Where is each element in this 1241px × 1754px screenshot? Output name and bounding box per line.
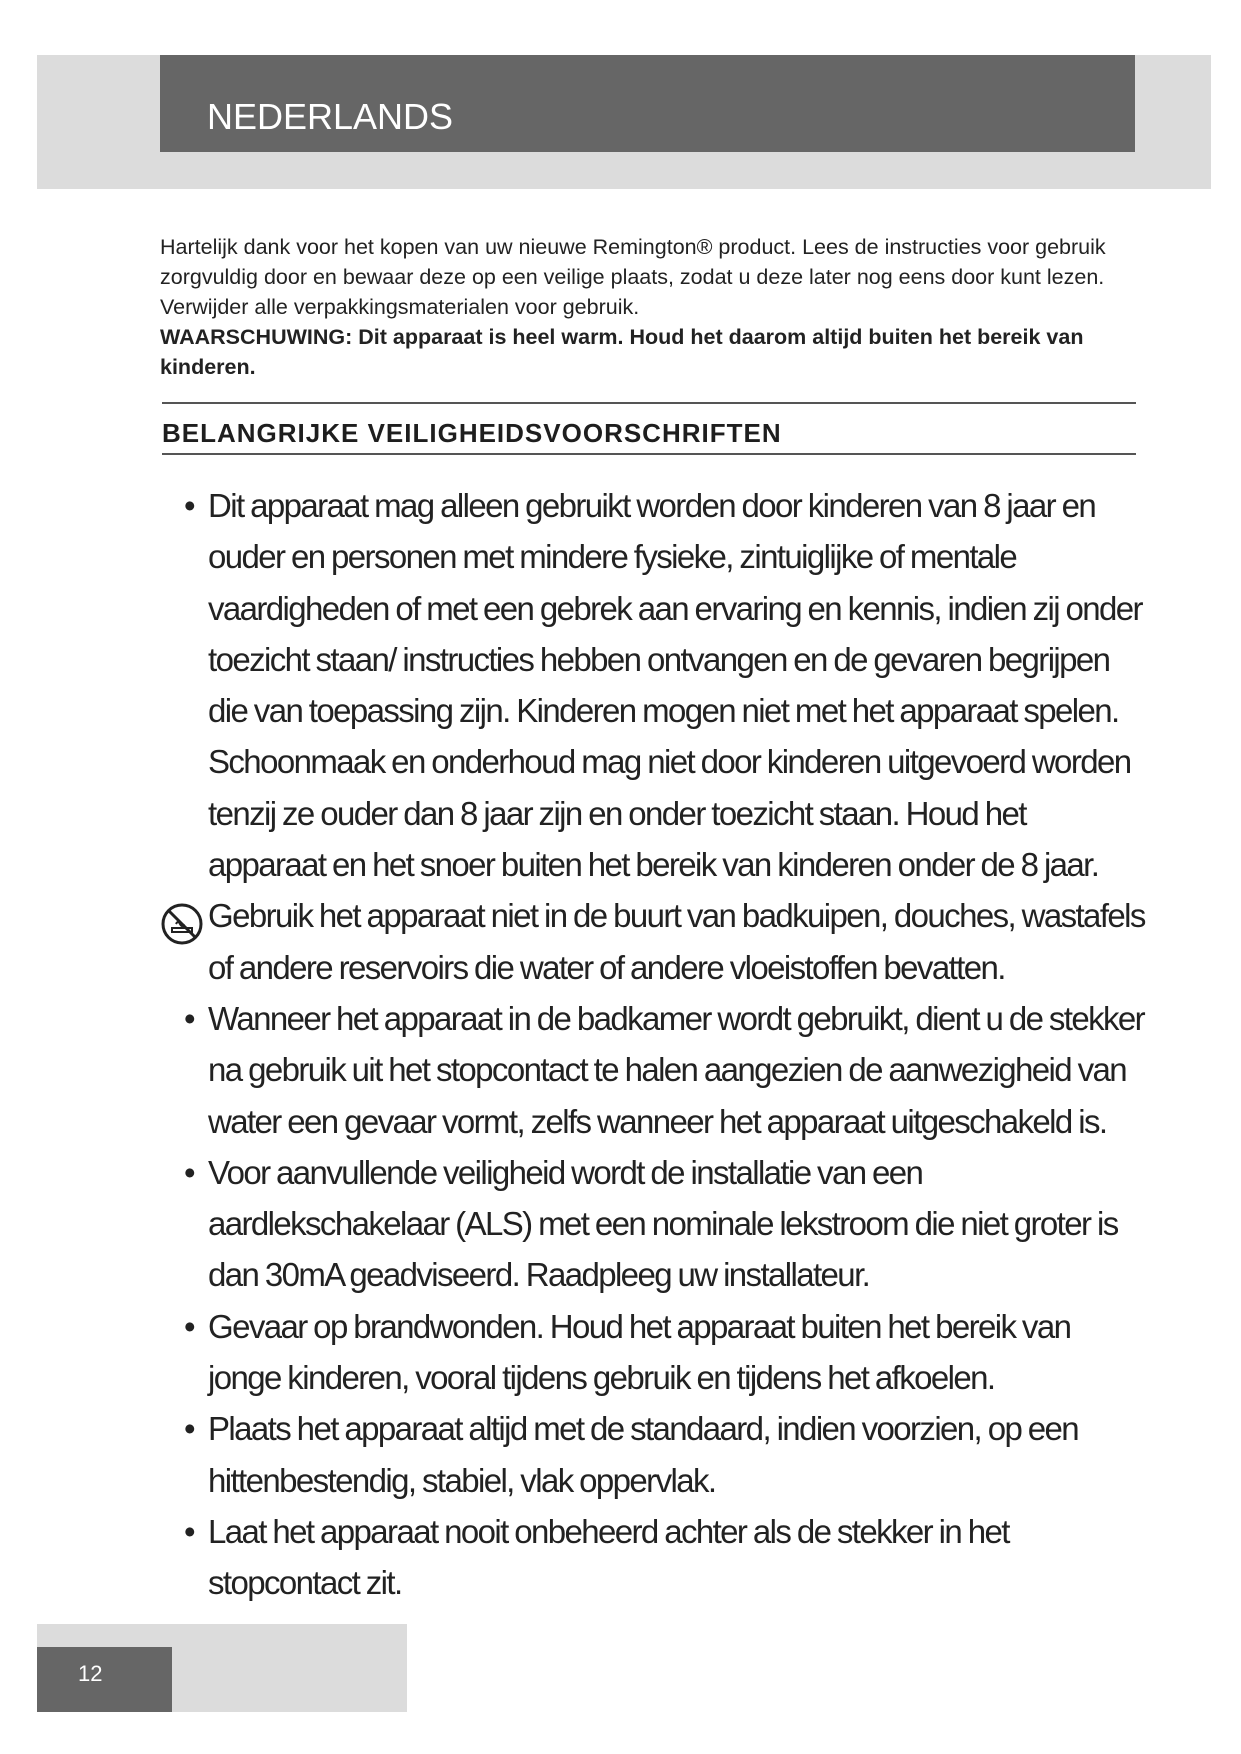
list-item-text: Plaats het apparaat altijd met de standaard, indien voorzien, op een hittenbestendig, stabiel, vlak oppervlak. — [208, 1410, 1079, 1499]
bullet: • — [184, 1512, 196, 1550]
bullet: • — [184, 1410, 196, 1448]
list-item — [160, 1506, 1145, 1609]
list-item-text: Wanneer het apparaat in de badkamer wordt gebruikt, dient u de stekker na gebruik uit het stopcontact te halen aangezien de aanwezigheid van water een gevaar vormt, zelfs wanneer het apparaat uitgeschakeld is. — [208, 999, 1145, 1140]
list-item — [160, 890, 1145, 993]
bullet: • — [184, 487, 196, 524]
bullet: • — [184, 999, 196, 1037]
footer-tab — [37, 1647, 172, 1712]
safety-list — [160, 480, 1145, 1609]
language-title: NEDERLANDS — [207, 96, 454, 137]
warning-text: WAARSCHUWING: Dit apparaat is heel warm. Houd het daarom altijd buiten het bereik van kinderen. — [160, 325, 1084, 379]
intro-paragraph: Hartelijk dank voor het kopen van uw nieuwe Remington® product. Lees de instructies voor gebruik zorgvuldig door en bewaar deze op een veilige plaats, zodat u deze later nog eens door kunt lezen. Verwijder alle verpakkingsmaterialen voor gebruik. — [160, 235, 1106, 319]
section-top-rule — [162, 402, 1136, 404]
list-item-text: Gevaar op brandwonden. Houd het apparaat buiten het bereik van jonge kinderen, vooral tijdens gebruik en tijdens het afkoelen. — [208, 1307, 1071, 1397]
list-item — [160, 1147, 1145, 1301]
page-number: 12 — [78, 1661, 103, 1686]
list-item-text: Laat het apparaat nooit onbeheerd achter als de stekker in het stopcontact zit. — [208, 1512, 1009, 1602]
list-item-text: Dit apparaat mag alleen gebruikt worden door kinderen van 8 jaar en ouder en personen met mindere fysieke, zintuiglijke of mentale vaardigheden of met een gebrek aan ervaring en kennis, indien zij onder toezicht staan/ instructies hebben ontvangen en de gevaren begrijpen die van toepassing zijn. Kinderen mogen niet met het apparaat spelen. Schoonmaak en onderhoud mag niet door kinderen uitgevoerd worden tenzij ze ouder dan 8 jaar zijn en onder toezicht staan. Houd het apparaat en het snoer buiten het bereik van kinderen onder de 8 jaar. — [208, 487, 1142, 884]
bullet: • — [184, 1153, 196, 1191]
intro-block — [160, 232, 1120, 382]
list-item — [160, 1403, 1145, 1506]
bullet: • — [184, 1307, 196, 1345]
list-item-text: Gebruik het apparaat niet in de buurt van badkuipen, douches, wastafels of andere reservoirs die water of andere vloeistoffen bevatten. — [208, 897, 1145, 986]
list-item — [160, 1301, 1145, 1404]
no-water-icon — [160, 902, 204, 946]
section-bottom-rule — [162, 453, 1136, 455]
list-item — [160, 480, 1145, 890]
list-item — [160, 993, 1145, 1147]
section-title: BELANGRIJKE VEILIGHEIDSVOORSCHRIFTEN — [162, 418, 782, 448]
list-item-text: Voor aanvullende veiligheid wordt de installatie van een aardlekschakelaar (ALS) met een nominale lekstroom die niet groter is dan 30mA geadviseerd. Raadpleeg uw installateur. — [208, 1153, 1118, 1294]
